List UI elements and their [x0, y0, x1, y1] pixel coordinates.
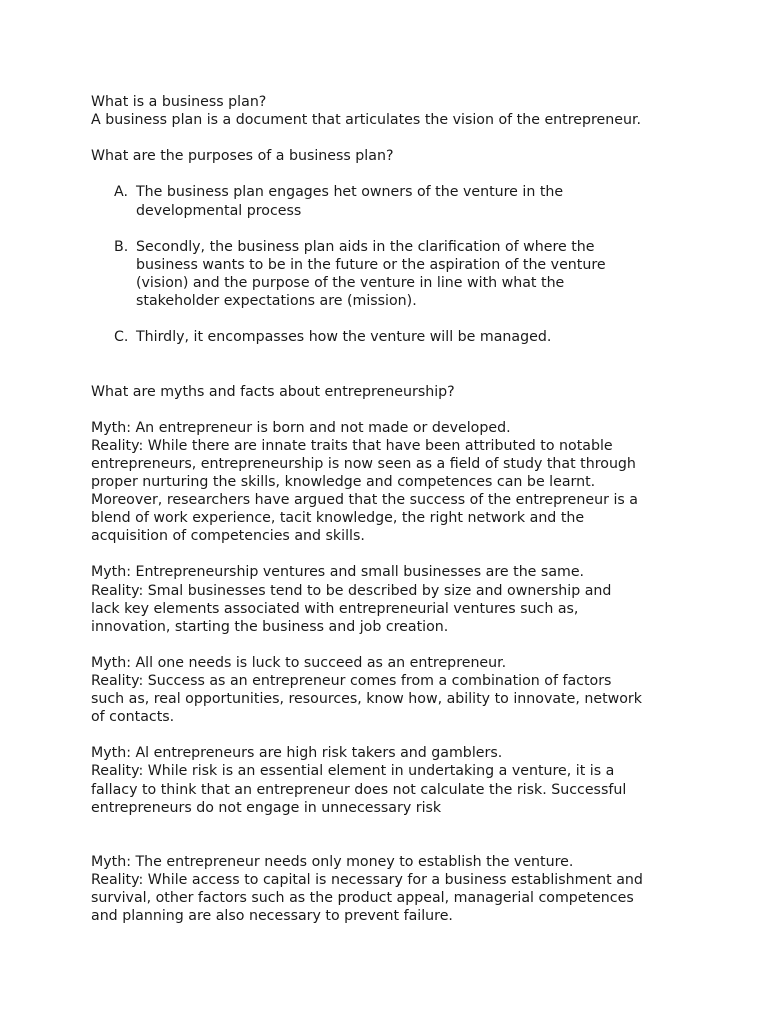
list-marker: B. [114, 238, 129, 255]
myth-block-4 [91, 744, 691, 816]
myth-block-3 [91, 654, 691, 726]
reality-line: and planning are also necessary to prevent failure. [91, 908, 453, 925]
spacer [91, 545, 691, 563]
list-line: (vision) and the purpose of the venture in line with what the [136, 274, 565, 291]
myth-block-2 [91, 563, 691, 635]
reality-line: Reality: While there are innate traits that have been attributed to notable [91, 437, 613, 454]
reality-line: fallacy to think that an entrepreneur does not calculate the risk. Successful [91, 781, 627, 798]
list-line: business wants to be in the future or the aspiration of the venture [136, 256, 606, 273]
reality-line: innovation, starting the business and job creation. [91, 618, 449, 635]
myth-line: Myth: The entrepreneur needs only money to establish the venture. [91, 853, 574, 870]
document-page [91, 93, 691, 925]
list-line: developmental process [136, 202, 302, 219]
reality-line: entrepreneurs, entrepreneurship is now seen as a field of study that through [91, 455, 636, 472]
myth-line: Myth: All one needs is luck to succeed as an entrepreneur. [91, 654, 507, 671]
reality-line: survival, other factors such as the product appeal, managerial competences [91, 890, 634, 907]
myth-line: Myth: Entrepreneurship ventures and small businesses are the same. [91, 564, 585, 581]
myth-line: Myth: Al entrepreneurs are high risk takers and gamblers. [91, 745, 503, 762]
list-marker: C. [114, 329, 129, 346]
reality-line: such as, real opportunities, resources, know how, ability to innovate, network [91, 691, 642, 708]
question-text: What are the purposes of a business plan? [91, 148, 394, 165]
reality-line: of contacts. [91, 709, 175, 726]
spacer [91, 636, 691, 654]
spacer [91, 129, 691, 147]
myth-line: Myth: An entrepreneur is born and not made or developed. [91, 419, 511, 436]
reality-line: Reality: While access to capital is necessary for a business establishment and [91, 872, 643, 889]
list-line: Thirdly, it encompasses how the venture will be managed. [136, 329, 552, 346]
reality-line: acquisition of competencies and skills. [91, 528, 365, 545]
question-text: What are myths and facts about entrepreneurship? [91, 383, 455, 400]
spacer [91, 726, 691, 744]
list-line: stakeholder expectations are (mission). [136, 293, 417, 310]
reality-line: Reality: Smal businesses tend to be described by size and ownership and [91, 582, 612, 599]
list-item-b [91, 238, 691, 310]
spacer [91, 310, 691, 328]
question-business-plan [91, 93, 691, 129]
list-line: Secondly, the business plan aids in the clarification of where the [136, 238, 595, 255]
reality-line: Reality: Success as an entrepreneur comes from a combination of factors [91, 673, 612, 689]
reality-line: entrepreneurs do not engage in unnecessary risk [91, 799, 442, 816]
spacer [91, 346, 691, 382]
reality-line: lack key elements associated with entrepreneurial ventures such as, [91, 600, 579, 617]
spacer [91, 401, 691, 419]
myth-block-5 [91, 853, 691, 925]
spacer [91, 220, 691, 238]
list-item-c [91, 328, 691, 346]
answer-text: A business plan is a document that articulates the vision of the entrepreneur. [91, 112, 641, 129]
myth-block-1 [91, 419, 691, 546]
question-text: What is a business plan? [91, 94, 267, 110]
reality-line: Moreover, researchers have argued that the success of the entrepreneur is a [91, 492, 638, 509]
question-purposes [91, 147, 691, 165]
reality-line: Reality: While risk is an essential element in undertaking a venture, it is a [91, 763, 615, 780]
question-myths [91, 383, 691, 401]
reality-line: proper nurturing the skills, knowledge and competences can be learnt. [91, 473, 596, 490]
list-marker: A. [114, 184, 128, 201]
spacer [91, 165, 691, 183]
purposes-list [91, 183, 691, 346]
list-line: The business plan engages het owners of the venture in the [136, 184, 564, 201]
spacer [91, 817, 691, 853]
list-item-a [91, 183, 691, 219]
reality-line: blend of work experience, tacit knowledge, the right network and the [91, 510, 585, 527]
